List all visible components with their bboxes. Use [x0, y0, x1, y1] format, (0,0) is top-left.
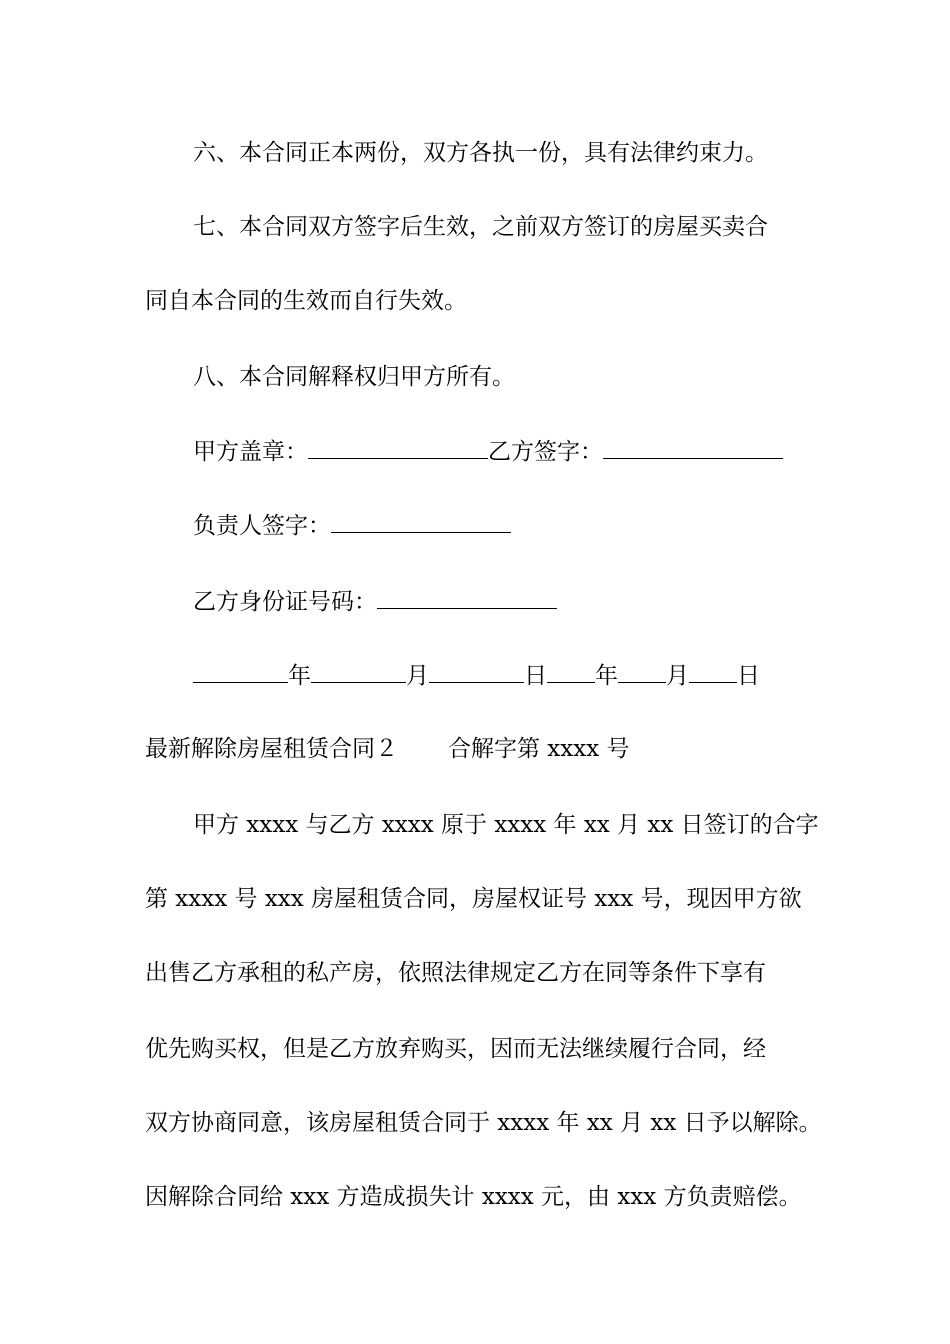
date-day-label-1: 日 — [524, 663, 547, 689]
body-line-3: 出售乙方承租的私产房，依照法律规定乙方在同等条件下享有 — [145, 960, 766, 986]
clause-eight: 八、本合同解释权归甲方所有。 — [193, 364, 515, 390]
responsible-sign-label: 负责人签字： — [193, 513, 331, 539]
clause-seven-line-2: 同自本合同的生效而自行失效。 — [145, 288, 467, 314]
date-day-label-2: 日 — [737, 663, 760, 689]
date-day-blank-2[interactable] — [689, 660, 737, 683]
party-b-sign-blank[interactable] — [603, 436, 783, 459]
section-two-heading — [145, 734, 630, 764]
date-year-blank-1[interactable] — [193, 660, 288, 683]
date-month-label-1: 月 — [406, 663, 429, 689]
signature-row-id — [193, 586, 557, 617]
date-row — [193, 660, 760, 691]
signature-row-responsible — [193, 510, 511, 541]
body-line-1: 甲方 xxxx 与乙方 xxxx 原于 xxxx 年 xx 月 xx 日签订的合字 — [193, 812, 819, 838]
date-month-label-2: 月 — [666, 663, 689, 689]
signature-row-parties — [193, 436, 783, 467]
party-b-sign-label: 乙方签字： — [488, 439, 603, 465]
date-month-blank-1[interactable] — [311, 660, 406, 683]
document-number: 合解字第 xxxx 号 — [448, 736, 630, 762]
party-b-id-blank[interactable] — [377, 586, 557, 609]
clause-six: 六、本合同正本两份，双方各执一份，具有法律约束力。 — [193, 140, 768, 166]
section-two-title: 最新解除房屋租赁合同２ — [145, 736, 398, 762]
date-month-blank-2[interactable] — [618, 660, 666, 683]
body-line-5: 双方协商同意，该房屋租赁合同于 xxxx 年 xx 月 xx 日予以解除。 — [145, 1110, 822, 1136]
body-line-6: 因解除合同给 xxx 方造成损失计 xxxx 元，由 xxx 方负责赔偿。 — [145, 1184, 802, 1210]
party-a-seal-blank[interactable] — [308, 436, 488, 459]
date-day-blank-1[interactable] — [429, 660, 524, 683]
party-b-id-label: 乙方身份证号码： — [193, 589, 377, 615]
clause-seven-line-1: 七、本合同双方签字后生效，之前双方签订的房屋买卖合 — [193, 214, 768, 240]
party-a-seal-label: 甲方盖章： — [193, 439, 308, 465]
date-year-blank-2[interactable] — [547, 660, 595, 683]
body-line-2: 第 xxxx 号 xxx 房屋租赁合同，房屋权证号 xxx 号，现因甲方欲 — [145, 886, 802, 912]
date-year-label-2: 年 — [595, 663, 618, 689]
body-line-4: 优先购买权，但是乙方放弃购买，因而无法继续履行合同，经 — [145, 1036, 766, 1062]
date-year-label-1: 年 — [288, 663, 311, 689]
responsible-sign-blank[interactable] — [331, 510, 511, 533]
